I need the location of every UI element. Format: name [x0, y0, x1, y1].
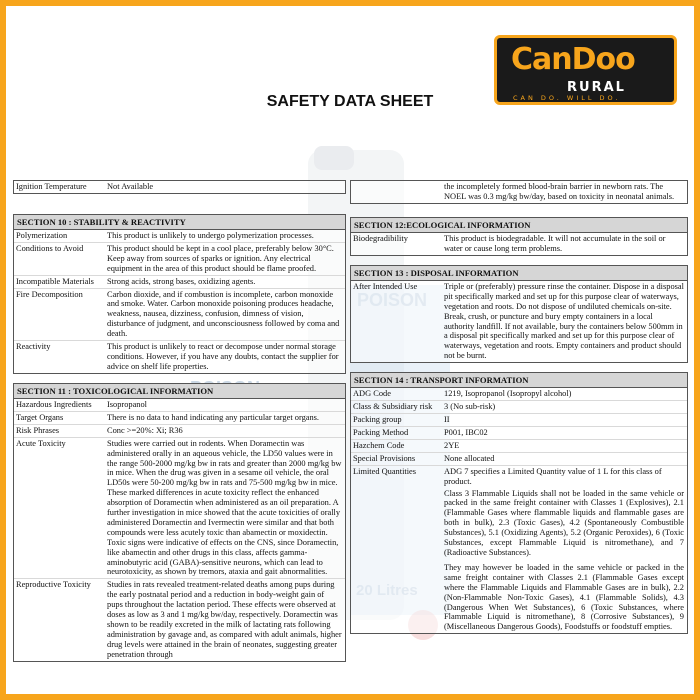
- row-label: Hazardous Ingredients: [16, 399, 92, 409]
- empty-label-cell: [351, 488, 441, 559]
- ignition-label: Ignition Temperature: [16, 182, 87, 191]
- table-row: [351, 466, 687, 488]
- ignition-box: [13, 180, 346, 194]
- table-row: [351, 427, 687, 440]
- continued-row: [351, 181, 687, 203]
- left-column: [13, 180, 346, 671]
- row-label: Special Provisions: [353, 453, 416, 463]
- table-row: [14, 289, 345, 342]
- row-value: There is no data to hand indicating any particular target organs.: [107, 412, 320, 422]
- table-row: [351, 233, 687, 255]
- row-label: Limited Quantities: [353, 466, 417, 476]
- table-row: [14, 425, 345, 438]
- row-value: II: [444, 415, 450, 425]
- table-row: [351, 414, 687, 427]
- section-13-heading: SECTION 13 : DISPOSAL INFORMATION: [351, 266, 687, 281]
- table-row: [14, 412, 345, 425]
- row-label: Acute Toxicity: [16, 438, 66, 448]
- row-value: Isopropanol: [107, 399, 148, 409]
- row-label: Fire Decomposition: [16, 289, 83, 299]
- section-14-heading: SECTION 14 : TRANSPORT INFORMATION: [351, 373, 687, 388]
- transport-paragraph-1: Class 3 Flammable Liquids shall not be loaded in the same vehicle or packed in the same freight container with Classes 1 (Explosives), 2.1 (Flammable Gases where flammable liquids and flammable gases are both in bulk), 2.3 (Toxic Gases), 4.2 (Spontaneously Combustible Substances), 5.1 (Oxidizing Agents), 5.2 (Organic Peroxides), 6 (Toxic Substances, except Flammable Liquid is nitromethane), and 7 (Radioactive Substances).: [444, 488, 684, 557]
- section-10-heading: SECTION 10 : STABILITY & REACTIVITY: [14, 215, 345, 230]
- row-value: Triple or (preferably) pressure rinse the container. Dispose in a disposal pit specifically marked and set up for this purpose clear of waterways, vegetation and roots. Do not dispose of undiluted chemicals on-site. Break, crush, or puncture and bury empty containers in a local authority landfill. If not available, bury the containers below 500mm in a disposal pit specifically marked and set up for this purpose clear of waterways, vegetation and roots. Empty containers and product should not be burnt.: [444, 281, 684, 361]
- table-row: [351, 401, 687, 414]
- row-label: Packing group: [353, 415, 402, 425]
- section-14: [350, 372, 688, 634]
- table-row: [351, 281, 687, 362]
- ignition-row: [14, 181, 345, 193]
- row-label: ADG Code: [353, 389, 391, 399]
- section-11-heading: SECTION 11 : TOXICOLOGICAL INFORMATION: [14, 384, 345, 399]
- row-value: 2YE: [444, 440, 460, 450]
- section-13: [350, 265, 688, 363]
- row-value: None allocated: [444, 453, 495, 463]
- right-column: [350, 180, 688, 643]
- row-label: Target Organs: [16, 412, 64, 422]
- row-value: Conc >=20%: Xi; R36: [107, 425, 183, 435]
- table-row: [14, 579, 345, 660]
- logo-sub: RURAL: [567, 80, 626, 95]
- row-label: Conditions to Avoid: [16, 243, 84, 253]
- table-row: [351, 388, 687, 401]
- row-label: Reactivity: [16, 342, 51, 352]
- row-value: P001, IBC02: [444, 428, 488, 438]
- empty-label-cell: [351, 559, 441, 633]
- row-label: Class & Subsidiary risk: [353, 402, 433, 412]
- table-row: [14, 341, 345, 373]
- table-row: [14, 230, 345, 243]
- table-row: [14, 399, 345, 412]
- section-12: [350, 217, 688, 256]
- transport-paragraph-2: They may however be loaded in the same vehicle or packed in the same freight container with Classes 2.1 (Flammable Gases except where the Flammable Liquids and Flammable Gases are in bulk), 2.2 (Non-Flammable Non-Toxic Gases), 4.1 (Flammable Solids), 4.3 (Dangerous When Wet Substances), 6 (Toxic Substances, where Flammable Liquid is nitromethane), 8 (Corrosive Substances), 9 (Miscellaneous Dangerous Goods), Foodstuffs or foodstuff empties.: [444, 562, 684, 632]
- section-10: [13, 214, 346, 374]
- row-value: Strong acids, strong bases, oxidizing agents.: [107, 276, 256, 286]
- table-row: [14, 438, 345, 580]
- row-value: This product is unlikely to react or decompose under normal storage conditions. However, if you have any doubts, contact the supplier for advice on shelf life properties.: [107, 342, 339, 371]
- document-title: SAFETY DATA SHEET: [266, 93, 434, 110]
- table-row: [14, 243, 345, 276]
- section-11: [13, 383, 346, 662]
- row-label: Hazchem Code: [353, 440, 405, 450]
- table-row: [351, 453, 687, 466]
- row-value: This product is biodegradable. It will not accumulate in the soil or water or cause long term problems.: [444, 233, 666, 253]
- row-value: This product should be kept in a cool place, preferably below 30°C. Keep away from sources of sparks or ignition. Any electrical equipment in the area of this product should be flame proofed.: [107, 243, 334, 273]
- continued-label-cell: [351, 181, 441, 203]
- row-label: Risk Phrases: [16, 425, 60, 435]
- table-row: [14, 276, 345, 289]
- row-value: Studies were carried out in rodents. When Doramectin was administered orally in an aqueous vehicle, the LD50 values were in the range 500-2000 mg/kg bw in rats and greater than 2000 mg/kg bw in mice. When the drug was given in a sesame oil vehicle, the oral LD50s were 50-200 mg/kg bw in rats and 75-500 mg/kg bw in mice. These marked differences in acute toxicity reflect the enhanced absorption of Doramectin when administered as an oil preparation. A further investigation in mice showed that the acute toxicities of orally administered Doramectin and Ivermectin were similar and that both compounds were less acutely toxic than abamectin or moxidectin. Toxic signs were indicative of effects on the CNS, since Doramectin, like abamectin and other drugs in this class, affects gamma-aminobutyric acid (GABA)-sensitive neurons, which can lead to neurotoxicity, as shown by tremors, ataxia and gait abnormalities.: [107, 438, 342, 577]
- row-value: Studies in rats revealed treatment-related deaths among pups during the early postnatal period and a reduction in body-weight gain of pups throughout the lactation period. These effects were observed at doses as low as 3 and 1 mg/kg bw/day, respectively. Doramectin was shown to be readily excreted in the milk of lactating rats following administration by gavage and, as compared with adult animals, higher drug levels were attained in the brain of neonates, suggesting greater penetration through: [107, 580, 342, 659]
- ignition-value: Not Available: [107, 182, 154, 191]
- row-label: Biodegradibility: [353, 233, 408, 243]
- continued-box: [350, 180, 688, 204]
- section-12-heading: SECTION 12:ECOLOGICAL INFORMATION: [351, 218, 687, 233]
- row-value: 1219, Isopropanol (Isopropyl alcohol): [444, 389, 572, 399]
- transport-paragraph-row: [351, 488, 687, 559]
- row-value: This product is unlikely to undergo polymerization processes.: [107, 231, 314, 241]
- row-value: 3 (No sub-risk): [444, 402, 496, 412]
- logo-tagline: CAN DO. WILL DO.: [513, 94, 621, 102]
- row-label: Reproductive Toxicity: [16, 580, 91, 590]
- row-label: Polymerization: [16, 231, 68, 241]
- row-label: Incompatible Materials: [16, 276, 94, 286]
- row-value: ADG 7 specifies a Limited Quantity value of 1 L for this class of product.: [444, 466, 662, 486]
- continued-text: the incompletely formed blood-brain barrier in newborn rats. The NOEL was 0.3 mg/kg bw/day, based on toxicity in neonatal animals.: [444, 182, 675, 201]
- transport-paragraph-row: [351, 559, 687, 633]
- logo-brand: CanDoo: [511, 42, 635, 77]
- row-label: After Intended Use: [353, 281, 418, 291]
- row-value: Carbon dioxide, and if combustion is incomplete, carbon monoxide and smoke. Water. Carbon monoxide poisoning produces headache, weakness, nausea, dizziness, confusion, dimness of vision, disturbance of judgment, and unconsciousness followed by coma and death.: [107, 289, 340, 339]
- row-label: Packing Method: [353, 428, 409, 438]
- table-row: [351, 440, 687, 453]
